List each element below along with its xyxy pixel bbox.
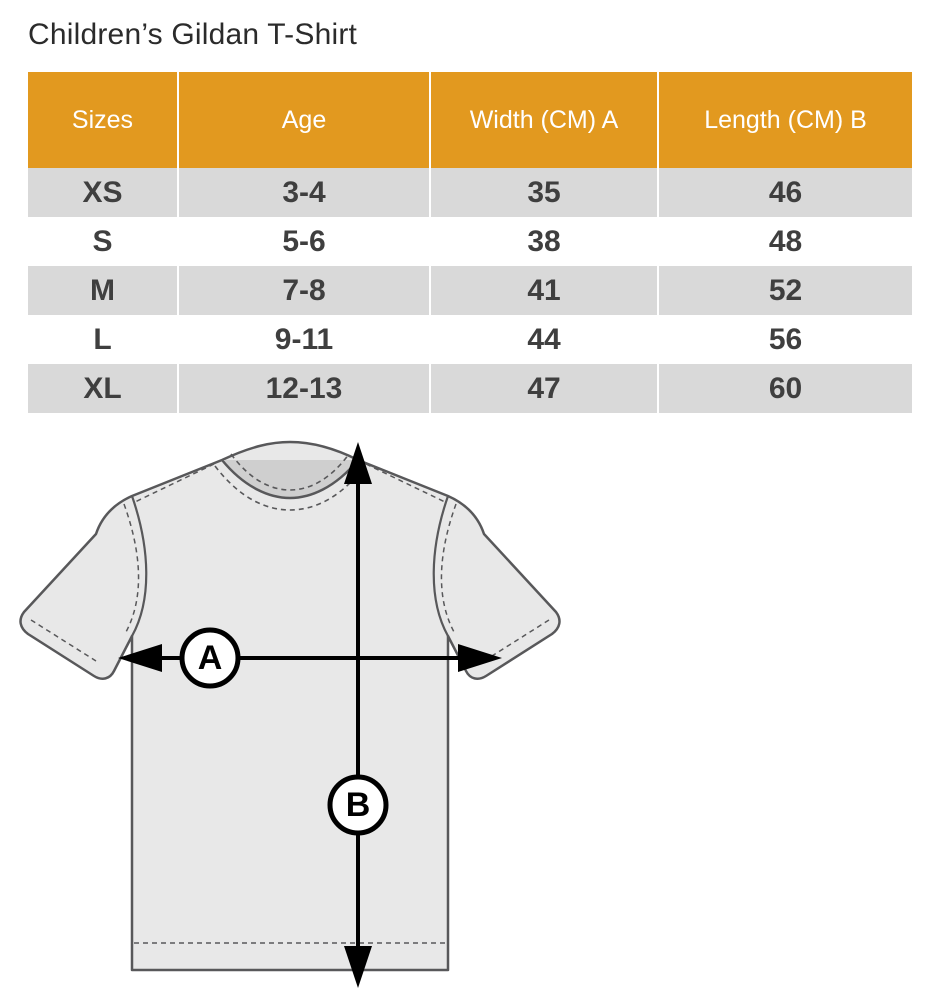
cell-size: L — [28, 315, 178, 364]
column-header-width: Width (CM) A — [430, 72, 658, 168]
table-row — [28, 364, 912, 413]
length-marker-label: B — [345, 786, 371, 824]
cell-length: 48 — [658, 217, 912, 266]
column-header-age: Age — [178, 72, 430, 168]
cell-age: 3-4 — [178, 168, 430, 217]
width-marker-label: A — [197, 639, 223, 677]
cell-width: 44 — [430, 315, 658, 364]
table-row — [28, 266, 912, 315]
cell-width: 41 — [430, 266, 658, 315]
cell-age: 9-11 — [178, 315, 430, 364]
cell-width: 38 — [430, 217, 658, 266]
table-row — [28, 217, 912, 266]
cell-length: 52 — [658, 266, 912, 315]
cell-length: 56 — [658, 315, 912, 364]
page-title: Children’s Gildan T-Shirt — [28, 18, 358, 51]
cell-width: 35 — [430, 168, 658, 217]
table-header-row — [28, 72, 912, 168]
cell-length: 46 — [658, 168, 912, 217]
cell-width: 47 — [430, 364, 658, 413]
cell-age: 5-6 — [178, 217, 430, 266]
table-row — [28, 168, 912, 217]
cell-size: S — [28, 217, 178, 266]
cell-size: M — [28, 266, 178, 315]
table-row — [28, 315, 912, 364]
size-chart-table — [28, 72, 912, 413]
cell-length: 60 — [658, 364, 912, 413]
cell-size: XL — [28, 364, 178, 413]
cell-age: 12-13 — [178, 364, 430, 413]
table-body — [28, 168, 912, 413]
column-header-length: Length (CM) B — [658, 72, 912, 168]
table-header — [28, 72, 912, 168]
tshirt-outline-icon — [21, 442, 560, 970]
cell-age: 7-8 — [178, 266, 430, 315]
column-header-sizes: Sizes — [28, 72, 178, 168]
measurement-diagram — [0, 430, 940, 1005]
cell-size: XS — [28, 168, 178, 217]
